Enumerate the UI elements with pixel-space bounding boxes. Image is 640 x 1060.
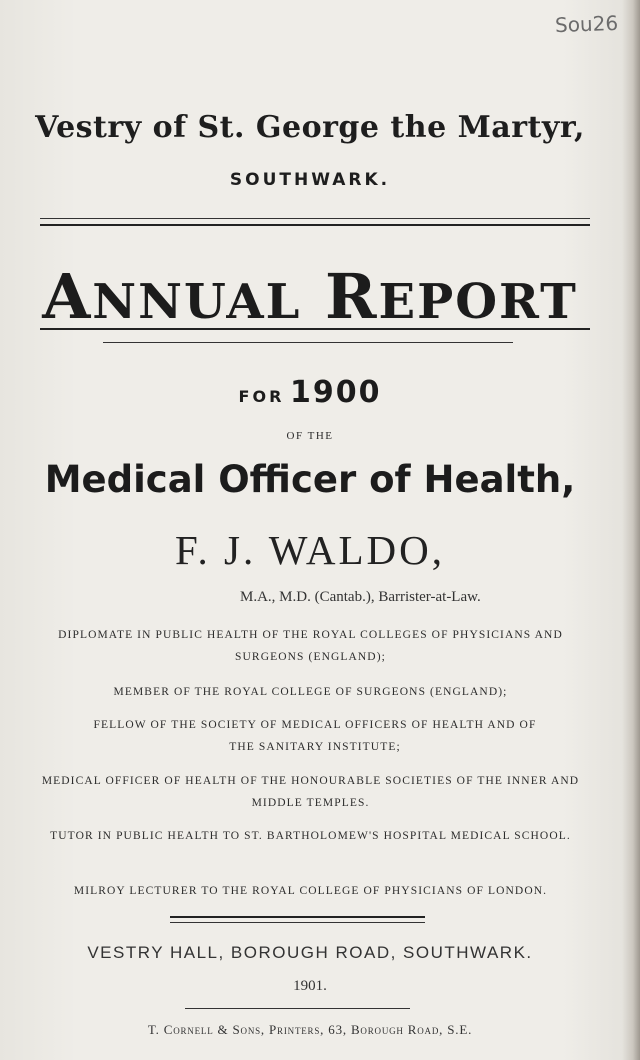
divider-top-thick	[40, 224, 590, 226]
of-the-label: OF THE	[286, 430, 334, 442]
officer-degrees: M.A., M.D. (Cantab.), Barrister-at-Law.	[240, 589, 481, 605]
divider-lower-thick	[170, 916, 425, 918]
title-rest-annual: NNUAL	[92, 274, 302, 330]
divider-title-thick	[40, 328, 590, 330]
credential-tutor: TUTOR IN PUBLIC HEALTH TO ST. BARTHOLOMEW'S HOSPITAL MEDICAL SCHOOL.	[50, 830, 571, 842]
title-initial-r: R	[325, 260, 379, 333]
credential-medical-officer: MEDICAL OFFICER OF HEALTH OF THE HONOURABLE SOCIETIES OF THE INNER AND MIDDLE TEMPLES.	[41, 775, 580, 809]
report-year: 1900	[289, 375, 382, 410]
printer-imprint: T. Cornell & Sons, Printers, 63, Borough Road, S.E.	[147, 1022, 473, 1037]
divider-top-thin	[40, 218, 590, 219]
title-rest-report: EPORT	[378, 274, 578, 330]
vestry-heading: Vestry of St. George the Martyr,	[35, 110, 585, 145]
credential-milroy: MILROY LECTURER TO THE ROYAL COLLEGE OF PHYSICIANS OF LONDON.	[73, 885, 548, 897]
report-title	[0, 262, 620, 337]
report-year-line	[0, 375, 620, 410]
for-label: FOR	[238, 387, 285, 406]
title-initial-a: A	[42, 260, 93, 333]
officer-name: F. J. WALDO,	[174, 527, 445, 573]
divider-bottom	[185, 1008, 410, 1009]
district-heading: SOUTHWARK.	[229, 170, 391, 190]
publication-year: 1901.	[293, 978, 327, 994]
vestry-address: VESTRY HALL, BOROUGH ROAD, SOUTHWARK.	[87, 943, 533, 962]
credential-member: MEMBER OF THE ROYAL COLLEGE OF SURGEONS (ENGLAND);	[113, 686, 508, 698]
credential-diplomate: DIPLOMATE IN PUBLIC HEALTH OF THE ROYAL COLLEGES OF PHYSICIANS AND SURGEONS (ENGLAND);	[58, 629, 563, 663]
divider-lower-thin	[170, 922, 425, 923]
divider-title-thin	[103, 342, 513, 343]
credential-fellow: FELLOW OF THE SOCIETY OF MEDICAL OFFICERS OF HEALTH AND OF THE SANITARY INSTITUTE;	[93, 719, 537, 753]
archive-reference-mark: Sou26	[554, 10, 619, 38]
office-title: Medical Officer of Health,	[44, 458, 576, 501]
page-edge-shadow	[622, 0, 640, 1060]
